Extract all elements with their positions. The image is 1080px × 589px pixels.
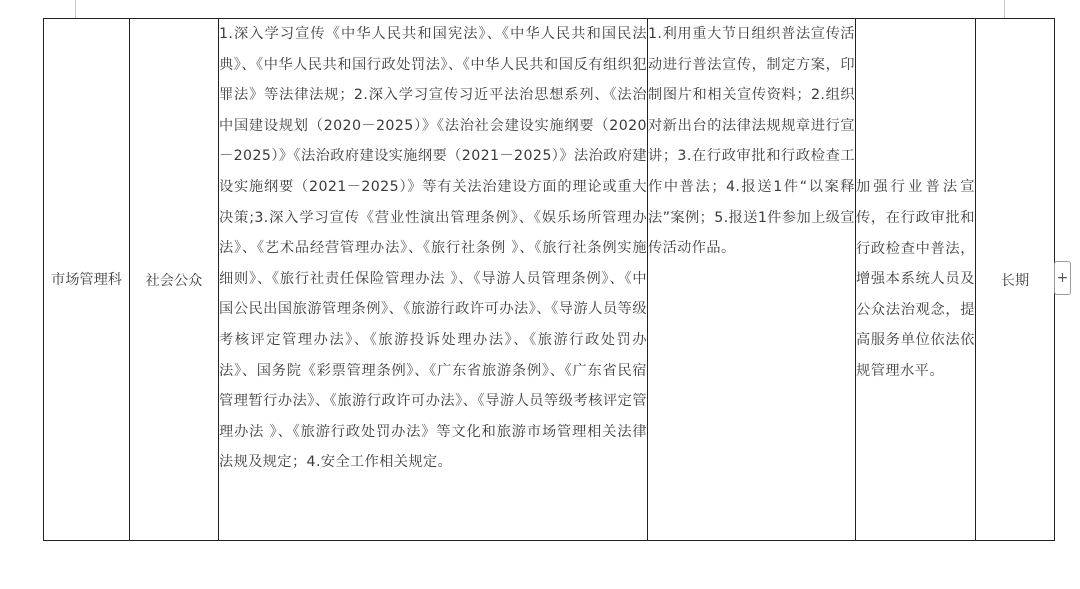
goal-text: 加强行业普法宣传，在行政审批和行政检查中普法，增强本系统人员及公众法治观念，提高服务单位依法依规管理水平。 bbox=[856, 179, 975, 379]
target-cell[interactable] bbox=[130, 19, 219, 541]
right-margin-mark bbox=[1004, 0, 1005, 18]
left-margin-mark bbox=[75, 0, 76, 18]
department-cell[interactable] bbox=[44, 19, 130, 541]
period-text: 长期 bbox=[1000, 272, 1030, 289]
goal-cell[interactable] bbox=[856, 19, 976, 541]
plus-icon: + bbox=[1056, 270, 1069, 286]
method-text: 1.利用重大节日组织普法宣传活动进行普法宣传，制定方案，印制图片和相关宣传资料；2.组织对新出台的法律法规规章进行宣讲；3.在行政审批和行政检查工作中普法；4.报送1件“以案释法”案例；5.报送1件参加上级宣传活动作品。 bbox=[648, 26, 855, 257]
content-text: 1.深入学习宣传《中华人民共和国宪法》、《中华人民共和国民法典》、《中华人民共和国行政处罚法》、《中华人民共和国反有组织犯罪法》等法律法规；2.深入学习宣传习近平法治思想系列、《法治中国建设规划（2020－2025）》《法治社会建设实施纲要（2020－2025）》《法治政府建设实施纲要（2021－2025）》法治政府建设实施纲要（2021－2025）》等有关法治建设方面的理论或重大决策;3.深入学习宣传《营业性演出管理条例》、《娱乐场所管理办法》、《艺术品经营管理办法》、《旅行社条例 》、《旅行社条例实施细则》、《旅行社责任保险管理办法 》、《导游人员管理条例》、《中国公民出国旅游管理条例》、《旅游行政许可办法》、《导游人员等级考核评定管理办法》、《旅游投诉处理办法》、《旅游行政处罚办法》、国务院《彩票管理条例》、《广东省旅游条例》、《广东省民宿管理暂行办法》、《旅游行政许可办法》、《导游人员等级考核评定管理办法 》、《旅游行政处罚办法》等文化和旅游市场管理相关法律法规及规定；4.安全工作相关规定。 bbox=[219, 26, 647, 471]
table-row bbox=[44, 19, 1055, 541]
target-text: 社会公众 bbox=[145, 272, 203, 289]
period-cell[interactable] bbox=[976, 19, 1055, 541]
content-cell[interactable] bbox=[219, 19, 648, 541]
add-column-button[interactable] bbox=[1054, 261, 1071, 295]
plan-table bbox=[43, 18, 1055, 541]
method-cell[interactable] bbox=[648, 19, 856, 541]
department-text: 市场管理科 bbox=[51, 271, 122, 288]
